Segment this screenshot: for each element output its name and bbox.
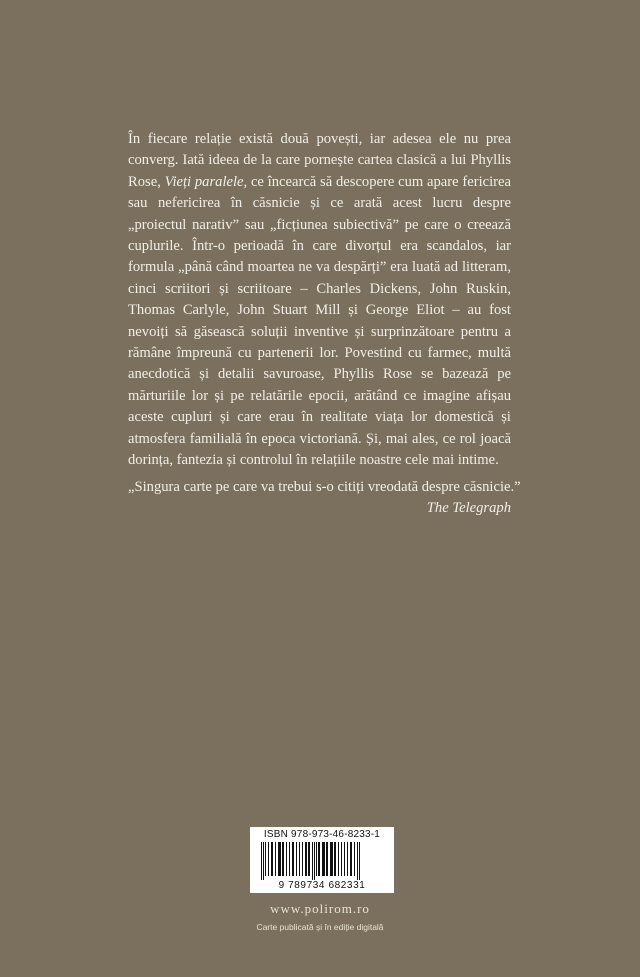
barcode-bar: [338, 842, 339, 876]
barcode-bar: [271, 842, 273, 876]
barcode-bar: [268, 842, 269, 876]
barcode-bar: [265, 842, 266, 876]
barcode-bar: [308, 842, 310, 876]
blurb-text-rest: , ce încearcă să descopere cum apare fericirea sau nefericirea în căsnicie și ce arată acest lucru despre „proiectul narativ” sau „ficțiunea subiectivă” pe care o creează cuplurile. Într-o perioadă în care divorțul era scandalos, iar formula „până când moartea ne va despărți” era luată ad litteram, cinci scriitori și scriitoare – Charles Dickens, John Ruskin, Thomas Carlyle, John Stuart Mill și George Eliot – au fost nevoiți să găsească soluții inventive și surprinzătoare pentru a rămâne împreună cu partenerii lor. Povestind cu farmec, multă anecdotică și detalii savuroase, Phyllis Rose se bazează pe mărturiile lor și pe relatările epocii, arătând ce imagine afișau aceste cupluri și care erau în realitate viața lor domestică și atmosfera familială în epoca victoriană. Și, mai ales, ce rol joacă dorința, fantezia și controlul în relațiile noastre cele mai intime.: [128, 173, 511, 469]
barcode-bar: [282, 842, 284, 876]
barcode-bar: [314, 842, 315, 880]
barcode-bar: [312, 842, 313, 880]
review-quote: [128, 477, 521, 520]
barcode-bar: [299, 842, 300, 876]
barcode-bar: [261, 842, 262, 880]
barcode-bar: [263, 842, 264, 880]
publisher-website: www.polirom.ro: [270, 901, 370, 916]
barcode-bar: [316, 842, 317, 876]
quote-source: The Telegraph: [426, 500, 511, 517]
barcode-bar: [354, 842, 355, 876]
barcode-bar: [296, 842, 297, 876]
blurb-text-start: În fiecare relație există două povești, iar adesea ele nu prea converg. Iată ideea de la care pornește cartea clasică a lui Phyllis Rose,: [128, 131, 511, 190]
barcode-bar: [322, 842, 325, 876]
digital-edition-note: Carte publicată și în ediție digitală: [256, 922, 384, 932]
back-cover-blurb: [128, 129, 511, 472]
barcode-bar: [278, 842, 281, 876]
barcode-bar: [305, 842, 307, 876]
barcode-bar: [292, 842, 294, 876]
barcode-bar: [359, 842, 360, 880]
barcode-bar: [330, 842, 333, 876]
barcode-bars: [259, 842, 385, 880]
barcode-bar: [302, 842, 303, 876]
barcode-bar: [318, 842, 320, 876]
barcode-digits: 9 789734 682331: [278, 880, 366, 891]
barcode-bar: [275, 842, 276, 876]
barcode-bar: [350, 842, 352, 876]
barcode-bar: [341, 842, 342, 876]
barcode-bar: [289, 842, 290, 876]
barcode-bar: [357, 842, 358, 880]
barcode-bar: [344, 842, 345, 876]
book-title: Vieți paralele: [164, 173, 244, 190]
isbn-barcode: [250, 827, 394, 893]
isbn-number: ISBN 978-973-46-8233-1: [263, 829, 381, 840]
barcode-bar: [334, 842, 336, 876]
barcode-bar: [326, 842, 328, 876]
blurb-paragraph: [128, 129, 511, 472]
barcode-bar: [347, 842, 348, 876]
quote-text: „Singura carte pe care va trebui s-o citiți vreodată despre căsnicie.”: [128, 479, 521, 495]
barcode-bar: [286, 842, 287, 876]
